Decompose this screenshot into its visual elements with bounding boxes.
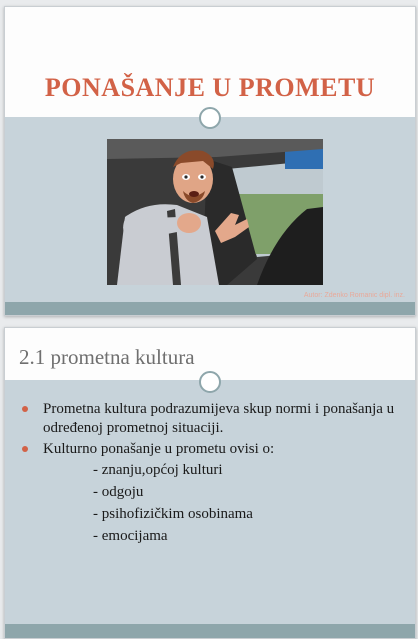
footer-band [5, 302, 415, 315]
bullet-text: Prometna kultura podrazumijeva skup normi i ponašanja u određenoj prometnoj situaciji. [43, 401, 395, 436]
divider-circle-icon [199, 371, 221, 393]
sub-item: - psihofizičkim osobinama [93, 506, 253, 522]
slide-title: PONAŠANJE U PROMETU [44, 73, 376, 102]
slide-1[interactable] [4, 6, 416, 316]
bullet-dot-icon [22, 446, 28, 452]
author-credit: Autor: Zdenko Romanic dipl. inz. [303, 292, 405, 299]
slide-title: 2.1 prometna kultura [19, 345, 195, 369]
bullet-text: Kulturno ponašanje u prometu ovisi o: [43, 441, 275, 457]
bullet-item [19, 440, 401, 459]
slide-2[interactable] [4, 327, 416, 639]
sub-item: - emocijama [93, 528, 168, 544]
sub-item: - odgoju [93, 484, 144, 500]
bullet-item [19, 400, 401, 438]
angry-driver-photo [107, 139, 323, 285]
slide-title-area [5, 7, 415, 117]
bullet-dot-icon [22, 406, 28, 412]
sub-item: - znanju,općoj kulturi [93, 462, 223, 478]
bullet-list [19, 400, 401, 549]
footer-band [5, 624, 415, 638]
divider-circle-icon [199, 107, 221, 129]
